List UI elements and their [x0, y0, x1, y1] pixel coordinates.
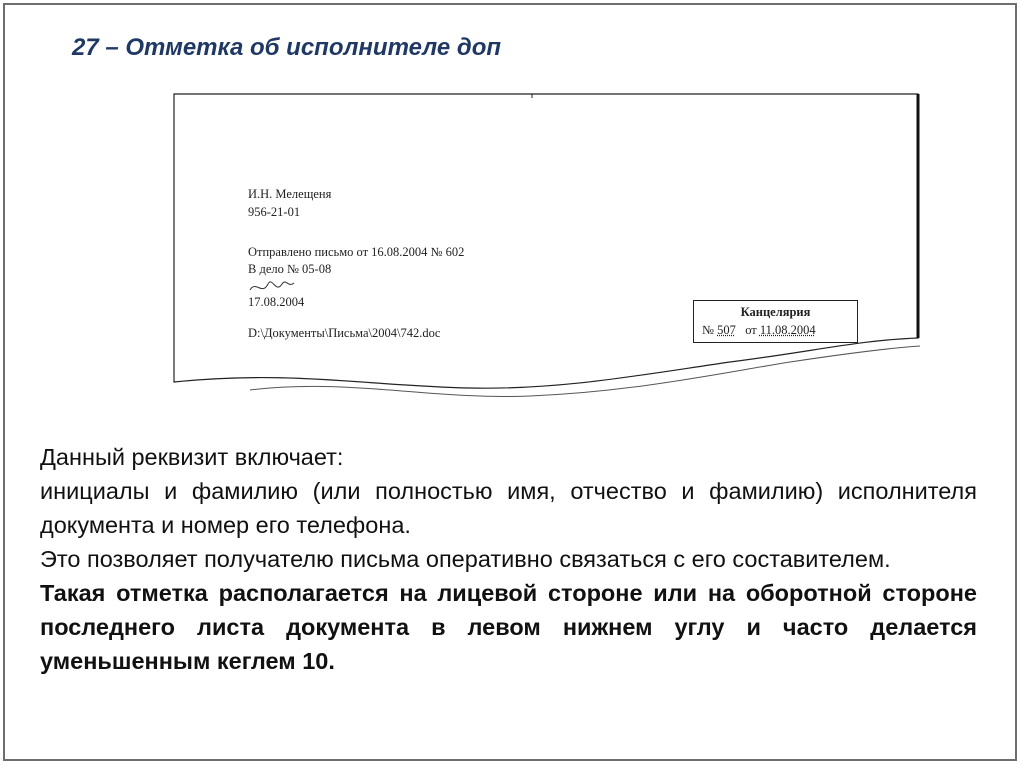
registry-stamp [693, 300, 858, 343]
executor-name: И.Н. Мелещеня [248, 187, 332, 201]
stamp-number: 507 [717, 323, 736, 337]
body-text [40, 440, 977, 678]
paragraph-placement: Такая отметка располагается на лицевой стороне или на оборотной стороне последнего листа документа в левом нижнем углу и часто делается уменьшенным кеглем 10. [40, 580, 977, 674]
file-note: В дело № 05-08 [248, 262, 332, 276]
paragraph-contact: Это позволяет получателю письма оперативно связаться с его составителем. [40, 546, 891, 572]
signature-date: 17.08.2004 [248, 295, 305, 309]
stamp-number-prefix: № [702, 323, 714, 337]
stamp-title: Канцелярия [740, 305, 811, 319]
paragraph-executor: инициалы и фамилию (или полностью имя, отчество и фамилию) исполнителя документа и номер его телефона. [40, 478, 977, 538]
stamp-date-prefix: от [745, 323, 757, 337]
file-path: D:\Документы\Письма\2004\742.doc [248, 326, 441, 340]
document-fragment [170, 90, 925, 405]
stamp-line [702, 323, 816, 338]
stamp-date: 11.08.2004 [759, 323, 816, 337]
intro-line: Данный реквизит включает: [40, 444, 344, 470]
slide-title: 27 – Отметка об исполнителе доп [72, 34, 502, 61]
sent-note: Отправлено письмо от 16.08.2004 № 602 [248, 245, 465, 259]
executor-phone: 956-21-01 [248, 205, 301, 219]
